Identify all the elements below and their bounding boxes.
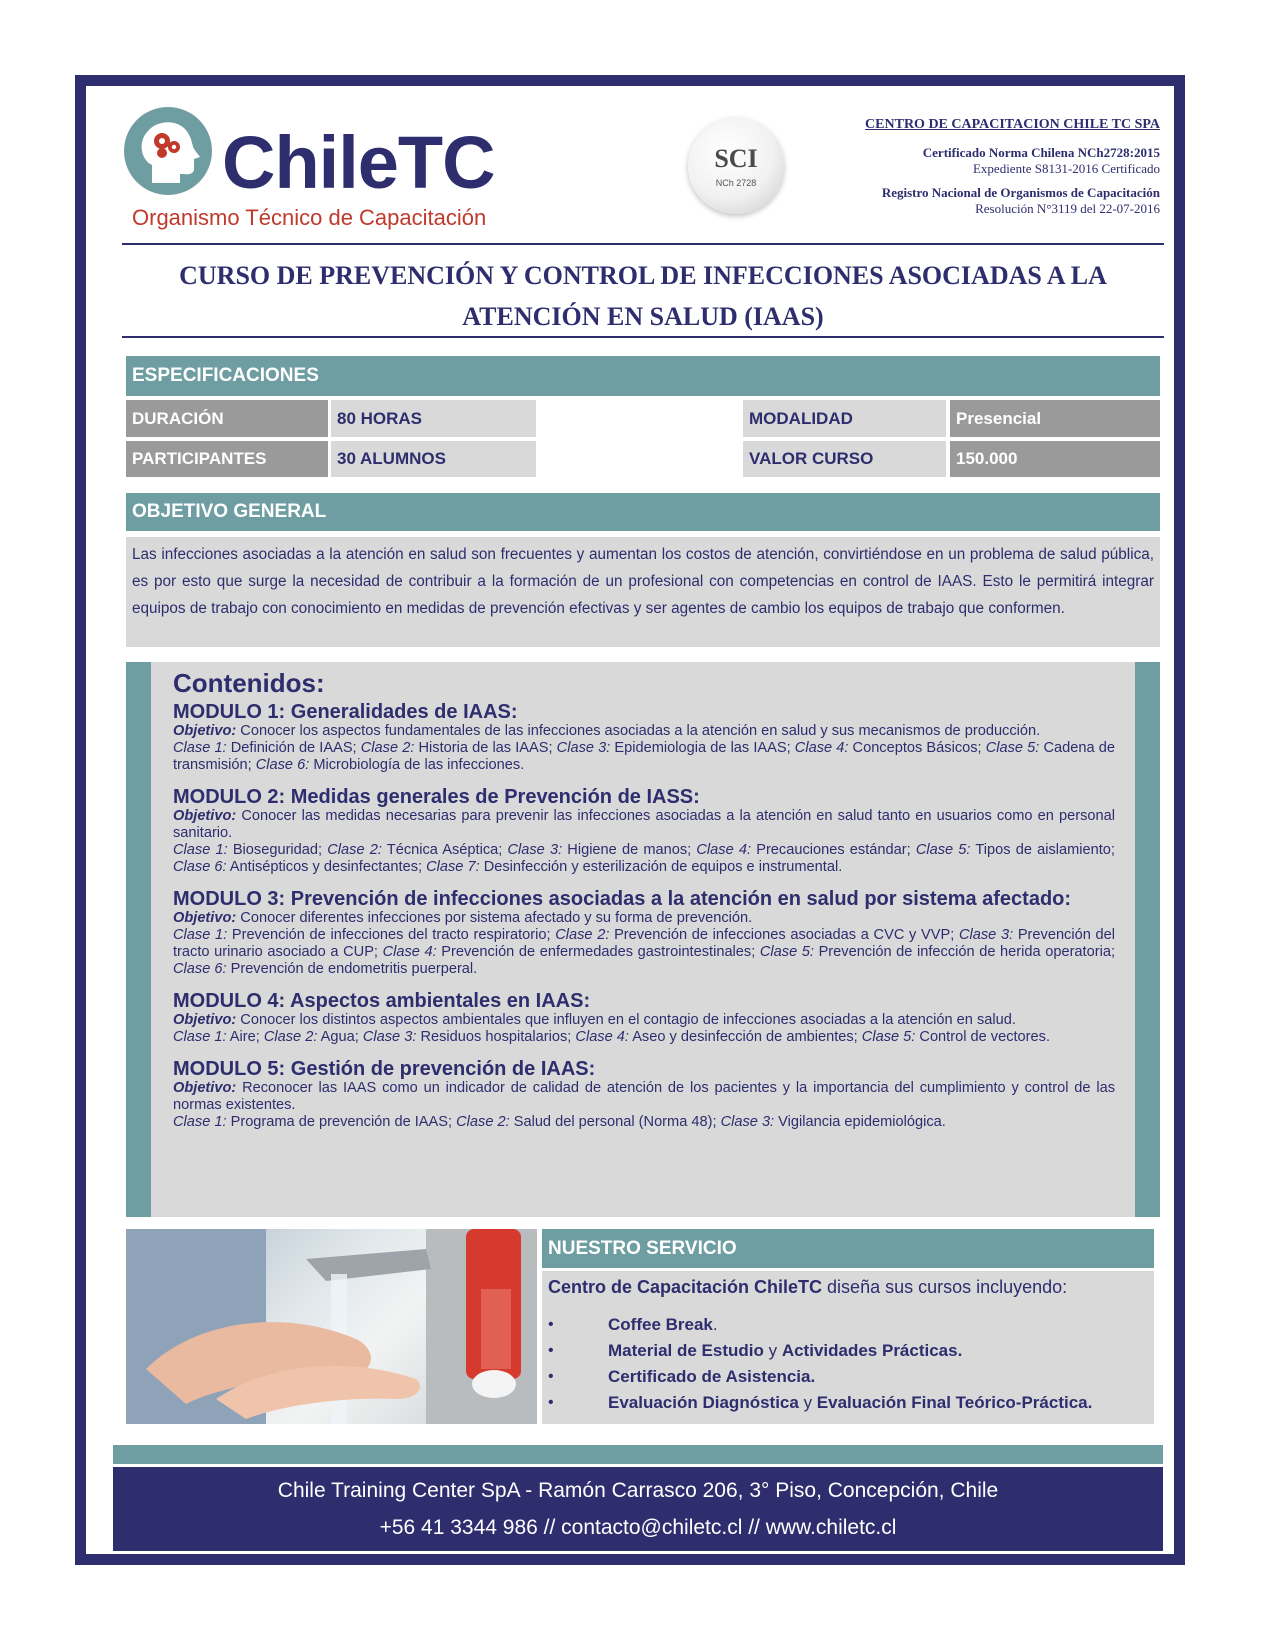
modality-label: MODALIDAD xyxy=(743,400,946,437)
module-classes xyxy=(173,842,1115,876)
objective-text: Las infecciones asociadas a la atención en salud son frecuentes y aumentan los costos de atención, convirtiéndose en un problema de salud pública, es por esto que surge la necesidad de contribuir a la formación de un profesional con competencias en control de IAAS. Esto le permitirá integrar equipos de trabajo con conocimiento en medidas de prevención efectivas y ser agentes de cambio los equipos de trabajo que conformen. xyxy=(126,537,1160,647)
service-item-main: Evaluación Diagnóstica xyxy=(608,1393,799,1412)
service-panel xyxy=(542,1271,1154,1424)
class-text: Conceptos Básicos; xyxy=(848,740,986,756)
class-label: Clase 5: xyxy=(985,740,1040,756)
class-text: Precauciones estándar; xyxy=(751,842,916,858)
objective-label: Objetivo: xyxy=(173,910,237,926)
service-item xyxy=(548,1364,1148,1390)
course-title xyxy=(122,255,1164,337)
module-classes xyxy=(173,740,1115,774)
objective-text: Reconocer las IAAS como un indicador de calidad de atención de los pacientes y la importancia del cumplimiento y control de las normas existentes. xyxy=(173,1080,1115,1113)
module-classes xyxy=(173,1029,1115,1046)
class-text: Definición de IAAS; xyxy=(226,740,361,756)
objective-text: Conocer las medidas necesarias para prevenir las infecciones asociadas a la atención en salud tanto en usuarios como en personal sanitario. xyxy=(173,808,1115,841)
service-heading: NUESTRO SERVICIO xyxy=(542,1229,1154,1268)
module-3 xyxy=(173,888,1115,978)
objective-text: Conocer los distintos aspectos ambientales que influyen en el contagio de infecciones asociadas a la atención en salud. xyxy=(236,1012,1016,1028)
module-1 xyxy=(173,701,1115,774)
class-label: Clase 6: xyxy=(173,961,227,977)
class-text: Programa de prevención de IAAS; xyxy=(226,1114,457,1130)
modality-value: Presencial xyxy=(950,400,1160,437)
class-label: Clase 4: xyxy=(575,1029,629,1045)
divider-title xyxy=(122,336,1164,338)
course-value: 150.000 xyxy=(950,441,1160,477)
class-label: Clase 6: xyxy=(255,757,310,773)
objective-label: Objetivo: xyxy=(173,1012,237,1028)
handwashing-illustration xyxy=(126,1229,537,1424)
class-label: Clase 4: xyxy=(696,842,752,858)
class-label: Clase 3: xyxy=(720,1114,775,1130)
module-5 xyxy=(173,1058,1115,1131)
norm-certification: Certificado Norma Chilena NCh2728:2015 xyxy=(922,145,1160,160)
participants-value: 30 ALUMNOS xyxy=(331,441,536,477)
course-title-line1: CURSO DE PREVENCIÓN Y CONTROL DE INFECCIONES ASOCIADAS A LA xyxy=(179,261,1107,290)
class-text: Epidemiologia de las IAAS; xyxy=(610,740,795,756)
bullet-icon: • xyxy=(548,1368,554,1385)
objective-label: Objetivo: xyxy=(173,808,237,824)
class-text: Cadena de transmisión; xyxy=(173,740,1115,773)
duration-label: DURACIÓN xyxy=(126,400,328,437)
footer-contact: +56 41 3344 986 // contacto@chiletc.cl // www.chiletc.cl xyxy=(379,1516,897,1539)
module-title: MODULO 5: Gestión de prevención de IAAS: xyxy=(173,1058,596,1080)
class-text: Vigilancia epidemiológica. xyxy=(774,1114,946,1130)
class-label: Clase 2: xyxy=(555,927,610,943)
class-text: Prevención de infecciones del tracto respiratorio; xyxy=(227,927,556,943)
objective-label: Objetivo: xyxy=(173,1080,237,1096)
class-label: Clase 2: xyxy=(456,1114,510,1130)
service-item xyxy=(548,1312,1148,1338)
seal-text: SCI xyxy=(714,144,758,173)
class-text: Prevención del tracto urinario asociado a CUP; xyxy=(173,927,1115,960)
class-label: Clase 1: xyxy=(173,927,228,943)
class-text: Bioseguridad; xyxy=(227,842,328,858)
class-label: Clase 3: xyxy=(507,842,563,858)
class-label: Clase 1: xyxy=(173,842,228,858)
module-title: MODULO 1: Generalidades de IAAS: xyxy=(173,701,518,723)
participants-label: PARTICIPANTES xyxy=(126,441,328,477)
objective-heading: OBJETIVO GENERAL xyxy=(126,493,1160,531)
bullet-icon: • xyxy=(548,1342,554,1359)
service-intro-bold: Centro de Capacitación ChileTC xyxy=(548,1277,823,1297)
objective-label: Objetivo: xyxy=(173,723,237,739)
course-title-line2: ATENCIÓN EN SALUD (IAAS) xyxy=(462,302,824,331)
registry: Registro Nacional de Organismos de Capacitación xyxy=(881,185,1160,200)
service-item-main: Coffee Break xyxy=(608,1315,713,1334)
company-name: CENTRO DE CAPACITACION CHILE TC SPA xyxy=(865,117,1160,132)
service-item-main: Material de Estudio xyxy=(608,1341,764,1360)
class-text: Agua; xyxy=(317,1029,363,1045)
class-text: Control de vectores. xyxy=(915,1029,1050,1045)
module-classes xyxy=(173,927,1115,978)
class-text: Aire; xyxy=(226,1029,264,1045)
class-label: Clase 5: xyxy=(759,944,814,960)
module-objective xyxy=(173,723,1115,740)
service-item xyxy=(548,1390,1148,1416)
module-4 xyxy=(173,990,1115,1046)
seal-subtext: NCh 2728 xyxy=(715,178,757,188)
class-label: Clase 6: xyxy=(173,859,227,875)
class-label: Clase 4: xyxy=(794,740,849,756)
class-label: Clase 5: xyxy=(861,1029,916,1045)
module-2 xyxy=(173,786,1115,876)
module-objective xyxy=(173,1080,1115,1114)
class-label: Clase 3: xyxy=(362,1029,417,1045)
class-text: Microbiología de las infecciones. xyxy=(309,757,525,773)
class-text: Prevención de endometritis puerperal. xyxy=(226,961,478,977)
brain-head-icon xyxy=(122,105,214,197)
logo-subtitle: Organismo Técnico de Capacitación xyxy=(132,205,487,230)
handwashing-photo xyxy=(126,1229,537,1424)
bullet-icon: • xyxy=(548,1316,554,1333)
module-objective xyxy=(173,808,1115,842)
class-label: Clase 1: xyxy=(173,1029,227,1045)
duration-value: 80 HORAS xyxy=(331,400,536,437)
service-item xyxy=(548,1338,1148,1364)
service-item-joiner: y xyxy=(763,1341,782,1360)
service-item-main: Certificado de Asistencia. xyxy=(608,1367,816,1386)
objective-text: Conocer diferentes infecciones por sistema afectado y su forma de prevención. xyxy=(236,910,753,926)
modules-list xyxy=(173,701,1115,1131)
class-label: Clase 1: xyxy=(173,740,227,756)
service-intro xyxy=(548,1277,1148,1298)
class-label: Clase 1: xyxy=(173,1114,227,1130)
service-item-second: Actividades Prácticas. xyxy=(781,1341,963,1360)
certification-seal xyxy=(688,118,784,214)
service-item-second: Evaluación Final Teórico-Práctica. xyxy=(816,1393,1093,1412)
module-title: MODULO 3: Prevención de infecciones asociadas a la atención en salud por sistema afectado: xyxy=(173,888,1072,910)
class-label: Clase 4: xyxy=(382,944,437,960)
module-objective xyxy=(173,1012,1115,1029)
module-title: MODULO 4: Aspectos ambientales en IAAS: xyxy=(173,990,591,1012)
class-text: Salud del personal (Norma 48); xyxy=(509,1114,721,1130)
class-text: Técnica Aséptica; xyxy=(381,842,508,858)
class-text: Desinfección y esterilización de equipos e instrumental. xyxy=(479,859,843,875)
service-item-joiner: . xyxy=(712,1315,718,1334)
class-text: Residuos hospitalarios; xyxy=(416,1029,576,1045)
class-label: Clase 3: xyxy=(958,927,1014,943)
objective-text: Conocer los aspectos fundamentales de las infecciones asociadas a la atención en salud y sus mecanismos de producción. xyxy=(236,723,1041,739)
class-text: Aseo y desinfección de ambientes; xyxy=(628,1029,862,1045)
resolution: Resolución N°3119 del 22-07-2016 xyxy=(975,201,1160,216)
certification-info xyxy=(865,117,1160,217)
class-text: Antisépticos y desinfectantes; xyxy=(226,859,427,875)
class-text: Prevención de infecciones asociadas a CVC y VVP; xyxy=(609,927,959,943)
footer xyxy=(113,1467,1163,1551)
class-label: Clase 2: xyxy=(263,1029,318,1045)
course-value-label: VALOR CURSO xyxy=(743,441,946,477)
class-label: Clase 5: xyxy=(915,842,971,858)
specs-heading: ESPECIFICACIONES xyxy=(126,356,1160,396)
contents-panel xyxy=(151,662,1135,1217)
bullet-icon: • xyxy=(548,1394,554,1411)
contents-heading: Contenidos: xyxy=(173,668,325,698)
divider-top xyxy=(122,243,1164,245)
class-label: Clase 2: xyxy=(327,842,382,858)
footer-address: Chile Training Center SpA - Ramón Carrasco 206, 3° Piso, Concepción, Chile xyxy=(277,1479,999,1502)
logo xyxy=(122,105,495,235)
class-label: Clase 7: xyxy=(426,859,480,875)
class-label: Clase 3: xyxy=(556,740,611,756)
class-text: Historia de las IAAS; xyxy=(414,740,557,756)
service-intro-rest: diseña sus cursos incluyendo: xyxy=(822,1277,1068,1297)
service-item-joiner: y xyxy=(798,1393,817,1412)
footer-strip xyxy=(113,1445,1163,1464)
class-label: Clase 2: xyxy=(360,740,415,756)
logo-name: ChileTC xyxy=(222,121,495,204)
class-text: Higiene de manos; xyxy=(562,842,697,858)
service-list xyxy=(548,1312,1148,1416)
module-objective xyxy=(173,910,1115,927)
module-classes xyxy=(173,1114,1115,1131)
class-text: Prevención de infección de herida operatoria; xyxy=(813,944,1115,960)
class-text: Tipos de aislamiento; xyxy=(970,842,1115,858)
module-title: MODULO 2: Medidas generales de Prevención de IASS: xyxy=(173,786,700,808)
class-text: Prevención de enfermedades gastrointestinales; xyxy=(436,944,760,960)
expediente: Expediente S8131-2016 Certificado xyxy=(972,161,1160,176)
